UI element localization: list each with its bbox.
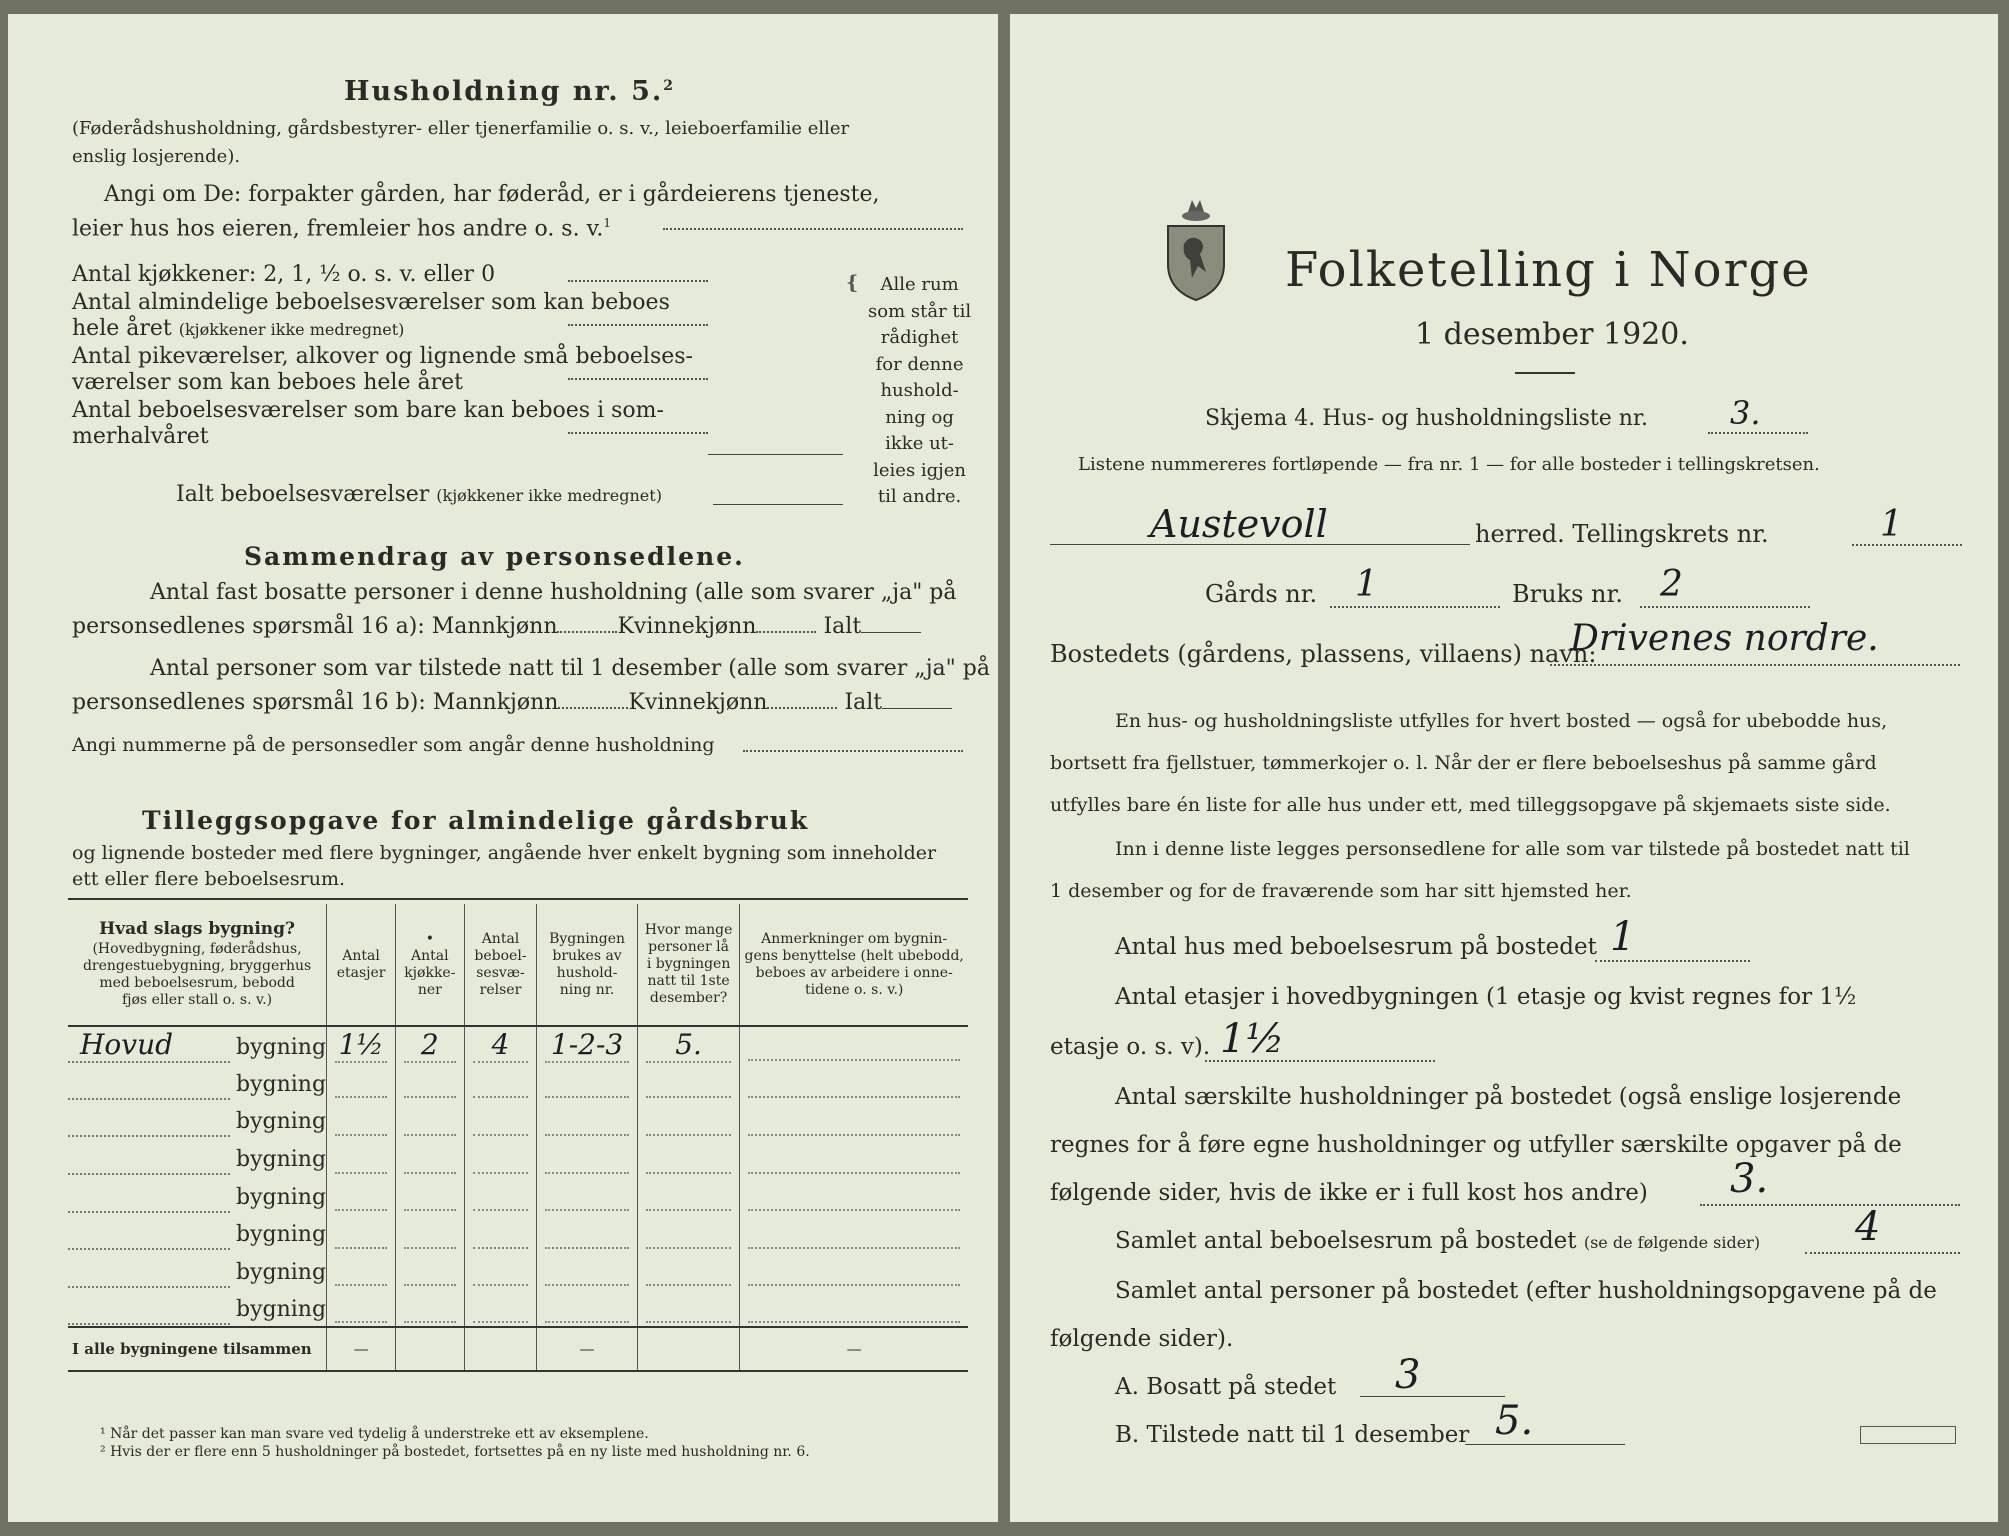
total-cell [637,1327,740,1371]
table-cell-vaerelser [464,1214,537,1252]
building-table-grid [68,904,968,1372]
table-cell-kjokkener [396,1176,465,1214]
side-note-line: for denne [875,353,964,375]
husholdninger-line3: følgende sider, hvis de ikke er i full kost hos andre) [1050,1180,1648,1206]
summary-p2-line2: personsedlenes spørsmål 16 b): Mannkjønn Kvinnekjønn Ialt [72,690,952,715]
table-cell-remarks [740,1026,968,1064]
samlet-pers-line1: Samlet antal personer på bostedet (efter husholdningsopgavene på de [1115,1278,1937,1304]
table-top-rule [68,898,968,900]
husholdninger-value: 3. [1730,1156,1769,1202]
almindelige-line-2: hele året (kjøkkener ikke medregnet) [72,316,405,341]
table-header-cell: Antal etasjer [327,904,396,1026]
table-cell-personer [637,1139,740,1177]
ialt-answer-line [713,504,843,505]
almindelige-line-1: Antal almindelige beboelsesværelser som kan beboes [72,290,670,315]
table-cell-remarks [740,1176,968,1214]
footnote-2: ² Hvis der er flere enn 5 husholdninger på bostedet, fortsettes på en ny liste med husholdning nr. 6. [100,1444,810,1460]
table-cell-etasjer [327,1064,396,1102]
census-date: 1 desember 1920. [1415,317,1689,352]
table-cell-husholdning [537,1176,638,1214]
sommer-line-1: Antal beboelsesværelser som bare kan beboes i som- [72,398,664,423]
side-note-line: ning og [885,406,954,428]
table-cell-personer [637,1214,740,1252]
table-cell-vaerelser: 4 [464,1026,537,1064]
table-header-cell: Anmerkninger om bygnin- gens benyttelse (helt ubebodd, beboes av arbeidere i onne- tidene o. s. v.) [744,930,964,998]
table-cell-remarks [740,1214,968,1252]
para2-line1: Inn i denne liste legges personsedlene for alle som var tilstede på bostedet natt til [1115,838,1910,860]
pike-line-1: Antal pikeværelser, alkover og lignende små beboelses- [72,344,693,369]
table-header-cell: Hvor mange personer lå i bygningen natt til 1ste desember? [637,904,740,1026]
gards-value: 1 [1355,564,1378,605]
curly-brace: { [846,272,859,294]
kjokkener-label: Antal kjøkkener: 2, 1, ½ o. s. v. eller 0 [72,262,496,287]
herred-value: Austevoll [1150,502,1328,546]
right-page [1010,14,1998,1522]
norwegian-crest-icon [1160,194,1232,304]
bosatt-line [1360,1396,1505,1397]
bruks-line [1640,606,1810,608]
table-row [68,1252,968,1290]
husholdninger-line [1700,1204,1960,1206]
skjema-nr-value: 3. [1730,394,1761,432]
building-type-cell: bygning [68,1064,327,1102]
tillegg-line-2: ett eller flere beboelsesrum. [72,868,346,890]
kjokkener-dots [568,280,708,282]
table-total-row [68,1327,968,1371]
para2-line2: 1 desember og for de fraværende som har sitt hjemsted her. [1050,880,1632,902]
table-header-cell: Antal beboel- sesvæ- relser [464,904,537,1026]
table-cell-personer [637,1289,740,1327]
samlet-rum-line [1805,1252,1960,1254]
bosted-line [1550,664,1960,666]
husholdninger-line1: Antal særskilte husholdninger på bostedet (også enslige losjerende [1115,1084,1902,1110]
table-cell-husholdning: 1-2-3 [537,1026,638,1064]
building-type-cell: bygning [68,1176,327,1214]
table-cell-etasjer [327,1101,396,1139]
intro-line-1: (Føderådshusholdning, gårdsbestyrer- eller tjenerfamilie o. s. v., leieboerfamilie eller [72,118,850,139]
table-cell-kjokkener [396,1064,465,1102]
side-note-line: til andre. [877,486,962,507]
table-row [68,1026,968,1064]
summary-p1-line2: personsedlenes spørsmål 16 a): Mannkjønn Kvinnekjønn Ialt [72,614,921,639]
krets-value: 1 [1880,504,1903,545]
table-cell-personer [637,1064,740,1102]
building-type-cell: bygning [68,1101,327,1139]
side-note-line: som står til [868,300,972,322]
table-cell-husholdning [537,1139,638,1177]
table-cell-remarks [740,1139,968,1177]
table-cell-vaerelser [464,1101,537,1139]
table-cell-personer: 5. [637,1026,740,1064]
building-type-cell: bygning [68,1289,327,1327]
side-note-line: hushold- [880,380,959,401]
table-header-cell: Hvad slags bygning? (Hovedbygning, føderådshus, drengestuebygning, bryggerhus med beboelsesrum, bebodd fjøs eller stall o. s. v.) [68,904,327,1026]
tillegg-title: Tilleggsopgave for almindelige gårdsbruk [142,806,810,835]
table-cell-husholdning [537,1064,638,1102]
sommer-dots [568,432,708,434]
table-row [68,1064,968,1102]
bosted-value: Drivenes nordre. [1570,618,1879,659]
angi-line-2: leier hus hos eieren, fremleier hos andre o. s. v.$^1$ [72,216,612,242]
total-label: I alle bygningene tilsammen [68,1327,327,1371]
table-cell-husholdning [537,1289,638,1327]
husholdninger-line2: regnes for å føre egne husholdninger og utfyller særskilte opgaver på de [1050,1132,1902,1158]
building-type-cell: Hovud bygning [68,1026,327,1064]
table-cell-husholdning [537,1252,638,1290]
pike-line-2: værelser som kan beboes hele året [72,370,463,395]
table-cell-etasjer [327,1289,396,1327]
summary-p1-line1: Antal fast bosatte personer i denne husholdning (alle som svarer „ja" på [150,580,957,605]
total-cell: — [846,1339,862,1358]
etasjer-line1: Antal etasjer i hovedbygningen (1 etasje og kvist regnes for 1½ [1115,984,1857,1010]
table-row [68,1101,968,1139]
angi-answer-line [663,228,963,230]
table-cell-personer [637,1101,740,1139]
table-row [68,1139,968,1177]
etasjer-line2: etasje o. s. v). [1050,1034,1211,1060]
table-cell-kjokkener: 2 [396,1026,465,1064]
table-cell-personer [637,1176,740,1214]
summary-angi-line [743,750,963,752]
table-row [68,1214,968,1252]
listene-note: Listene nummereres fortløpende — fra nr. 1 — for alle bosteder i tellingskretsen. [1078,454,1820,475]
table-cell-vaerelser [464,1064,537,1102]
census-title: Folketelling i Norge [1285,242,1812,298]
para1-line3: utfylles bare én liste for alle hus under ett, med tilleggsopgave på skjemaets siste side. [1050,794,1891,816]
tilstede-label: B. Tilstede natt til 1 desember [1115,1422,1470,1448]
total-cell: — [537,1327,638,1371]
table-cell-vaerelser [464,1139,537,1177]
footnote-1: ¹ Når det passer kan man svare ved tydelig å understreke ett av eksemplene. [100,1426,649,1442]
side-note-line: Alle rum [880,274,959,295]
side-note-line: leies igjen [873,459,967,481]
table-cell-kjokkener [396,1101,465,1139]
summary-angi: Angi nummerne på de personsedler som angår denne husholdning [72,734,715,756]
table-cell-personer [637,1252,740,1290]
left-page [8,14,998,1522]
herred-label: herred. Tellingskrets nr. [1475,520,1769,548]
bruks-label: Bruks nr. [1512,580,1623,608]
etasjer-value: 1½ [1220,1016,1285,1062]
table-header-cell: • Antal kjøkke- ner [396,904,465,1026]
table-cell-etasjer: 1½ [327,1026,396,1064]
ialt-label: Ialt beboelsesværelser (kjøkkener ikke medregnet) [176,482,662,507]
table-cell-remarks [740,1252,968,1290]
skjema-nr-line [1708,432,1808,434]
building-type-cell: bygning [68,1139,327,1177]
household-heading: Husholdning nr. 5.$^2$ [344,76,676,107]
table-cell-husholdning [537,1101,638,1139]
total-cell [396,1327,465,1371]
title-rule [1515,372,1575,374]
table-row [68,1289,968,1327]
printer-stamp [1860,1426,1956,1444]
samlet-rum-value: 4 [1855,1204,1881,1250]
side-note-line: rådighet [880,327,959,348]
table-cell-kjokkener [396,1139,465,1177]
table-cell-etasjer [327,1139,396,1177]
alm-dots [568,324,708,326]
hus-label: Antal hus med beboelsesrum på bostedet [1115,934,1597,960]
intro-line-2: enslig losjerende). [72,146,241,167]
total-cell [464,1327,537,1371]
table-cell-etasjer [327,1214,396,1252]
tillegg-line-1: og lignende bosteder med flere bygninger, angående hver enkelt bygning som inneholder [72,842,937,864]
samlet-pers-line2: følgende sider). [1050,1326,1234,1352]
total-cell: — [327,1327,396,1371]
gards-line [1330,606,1500,608]
summary-p2-line1: Antal personer som var tilstede natt til 1 desember (alle som svarer „ja" på [150,656,990,681]
table-cell-kjokkener [396,1252,465,1290]
hus-line [1595,960,1750,962]
bosatt-value: 3 [1395,1352,1421,1398]
summary-title: Sammendrag av personsedlene. [244,542,745,571]
rooms-side-note [868,272,971,511]
bruks-value: 2 [1660,564,1683,605]
bosted-label: Bostedets (gårdens, plassens, villaens) navn: [1050,640,1597,668]
gards-label: Gårds nr. [1205,580,1318,608]
building-type-cell: bygning [68,1214,327,1252]
table-cell-husholdning [537,1214,638,1252]
para1-line2: bortsett fra fjellstuer, tømmerkojer o. l. Når der er flere beboelseshus på samme gård [1050,752,1877,774]
krets-line [1852,544,1962,546]
table-header-cell: Bygningen brukes av hushold- ning nr. [537,904,638,1026]
table-cell-etasjer [327,1176,396,1214]
building-type-cell: bygning [68,1252,327,1290]
table-cell-remarks [740,1289,968,1327]
table-cell-remarks [740,1101,968,1139]
table-cell-kjokkener [396,1214,465,1252]
para1-line1: En hus- og husholdningsliste utfylles for hvert bosted — også for ubebodde hus, [1115,710,1888,732]
tilstede-line [1465,1444,1625,1445]
etasjer-line [1205,1060,1435,1062]
table-cell-vaerelser [464,1252,537,1290]
angi-line-1: Angi om De: forpakter gården, har føderåd, er i gårdeierens tjeneste, [104,182,880,207]
samlet-rum-label: Samlet antal beboelsesrum på bostedet (se de følgende sider) [1115,1228,1761,1254]
pike-dots [568,378,708,380]
skjema-label: Skjema 4. Hus- og husholdningsliste nr. [1205,406,1648,431]
table-cell-vaerelser [464,1176,537,1214]
sommer-answer-line [708,454,843,455]
sommer-line-2: merhalvåret [72,424,209,449]
table-cell-vaerelser [464,1289,537,1327]
table-cell-kjokkener [396,1289,465,1327]
table-cell-etasjer [327,1252,396,1290]
table-cell-remarks [740,1064,968,1102]
bosatt-label: A. Bosatt på stedet [1115,1374,1337,1400]
side-note-line: ikke ut- [885,433,954,454]
table-row [68,1176,968,1214]
tilstede-value: 5. [1495,1398,1534,1444]
herred-line [1050,544,1470,545]
hus-value: 1 [1610,914,1636,960]
